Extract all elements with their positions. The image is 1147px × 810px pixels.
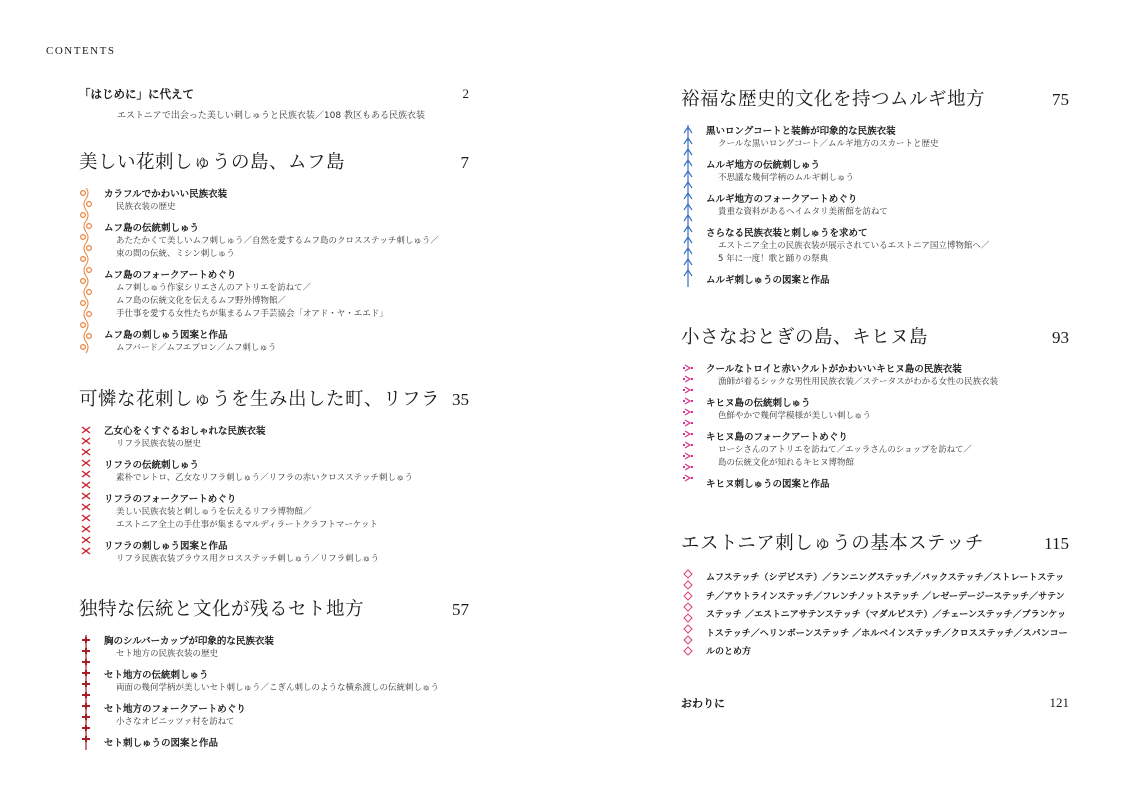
section-subtitle: ムフ刺しゅう作家シリエさんのアトリエを訪ねて／ <box>116 283 311 293</box>
outro-entry <box>681 695 1069 711</box>
section-title: ムルギ刺しゅうの図案と作品 <box>706 275 830 286</box>
cross-stitch-border-ornament <box>79 635 93 750</box>
stitch-list: ムフステッチ（シデピステ）／ランニングステッチ／バックステッチ／ストレートステッチ／アウトラインステッチ／フレンチノットステッチ ／レゼーデージーステッチ／サテンステッチ ／エストニアサテンステッチ（マダルピステ）／チェーンステッチ／ブランケットステッチ／ヘリンボーンステッチ ／ホルベインステッチ／クロスステッチ／スパンコールのとめ方 <box>706 573 1068 657</box>
section-subtitle: ムフバード／ムフエプロン／ムフ刺しゅう <box>116 343 277 353</box>
section-subtitle: 島の伝統文化が知れるキヒヌ博物館 <box>718 458 855 468</box>
section-list <box>104 635 469 750</box>
section-title: リフラの刺しゅう図案と作品 <box>104 541 228 552</box>
section-list <box>104 425 469 566</box>
section-subtitle: 束の間の伝統、ミシン刺しゅう <box>116 249 235 259</box>
section-title: 乙女心をくすぐるおしゃれな民族衣装 <box>104 426 266 437</box>
section-title: さらなる民族衣装と刺しゅうを求めて <box>706 228 868 239</box>
section-entry <box>104 737 469 750</box>
chapter-rifra <box>79 385 469 574</box>
section-title: ムルギ地方のフォークアートめぐり <box>706 194 858 205</box>
section-entry <box>104 459 469 485</box>
chapter-mulgi <box>681 85 1069 295</box>
section-entry <box>104 669 469 695</box>
pink-pattern-border-ornament <box>681 363 695 491</box>
section-entry <box>706 431 1069 470</box>
section-subtitle: エストニア全土の民族衣装が展示されているエストニア国立博物館へ／ <box>718 241 990 251</box>
section-subtitle: 素朴でレトロ、乙女なリフラ刺しゅう／リフラの赤いクロスステッチ刺しゅう <box>116 473 413 483</box>
section-title: ムフ島の伝統刺しゅう <box>104 223 200 234</box>
chapter-title: 独特な伝統と文化が残るセト地方 <box>79 599 365 620</box>
chapter-page: 35 <box>452 390 469 409</box>
section-entry <box>706 227 1069 266</box>
section-title: リフラのフォークアートめぐり <box>104 494 237 505</box>
section-entry <box>706 478 1069 491</box>
section-entry <box>104 493 469 532</box>
chapter-page: 93 <box>1052 328 1069 347</box>
chapter-seto <box>79 595 469 758</box>
section-entry <box>104 222 469 261</box>
section-title: ムルギ地方の伝統刺しゅう <box>706 160 821 171</box>
chapter-title: 美しい花刺しゅうの島、ムフ島 <box>79 152 346 173</box>
chapter-page: 75 <box>1052 90 1069 109</box>
contents-heading: CONTENTS <box>46 45 116 57</box>
section-subtitle: 貴重な資料があるヘイムタリ美術館を訪ねて <box>718 207 888 217</box>
section-entry <box>104 540 469 566</box>
section-subtitle: 不思議な幾何学柄のムルギ刺しゅう <box>718 173 855 183</box>
section-list <box>706 363 1069 491</box>
section-subtitle: ムフ島の伝統文化を伝えるムフ野外博物館／ <box>116 296 287 306</box>
section-subtitle: 美しい民族衣装と刺しゅうを伝えるリフラ博物館／ <box>116 507 312 517</box>
chapter-page: 57 <box>452 600 469 619</box>
section-entry <box>706 193 1069 219</box>
section-subtitle: 両面の幾何学柄が美しいセト刺しゅう／こぎん刺しのような横糸渡しの伝統刺しゅう <box>116 683 440 693</box>
section-entry <box>706 125 1069 151</box>
section-title: 黒いロングコートと装飾が印象的な民族衣装 <box>706 126 896 137</box>
section-subtitle: ローシさんのアトリエを訪ねて／エッラさんのショップを訪ねて／ <box>718 445 972 455</box>
chapter-title: 小さなおとぎの島、キヒヌ島 <box>681 327 929 348</box>
chapter-title: 可憐な花刺しゅうを生み出した町、リフラ <box>79 389 441 410</box>
section-title: リフラの伝統刺しゅう <box>104 460 200 471</box>
intro-page: 2 <box>462 86 469 101</box>
intro-subtitle: エストニアで出会った美しい刺しゅうと民族衣装／108 教区もある民族衣装 <box>117 111 425 121</box>
section-subtitle: エストニア全土の手仕事が集まるマルディラートクラフトマーケット <box>116 520 378 530</box>
orange-floral-border-ornament <box>79 188 93 355</box>
diamond-border-ornament <box>681 569 695 662</box>
section-subtitle: 手仕事を愛する女性たちが集まるムフ手芸協会「オアド・ヤ・エエド」 <box>116 309 388 319</box>
chapter-basic-stitches <box>681 529 1069 662</box>
section-subtitle: クールな黒いロングコート／ムルギ地方のスカートと歴史 <box>718 139 939 149</box>
section-entry <box>104 329 469 355</box>
chapter-kihnu <box>681 323 1069 499</box>
section-title: クールなトロイと赤いクルトがかわいいキヒヌ島の民族衣装 <box>706 364 962 375</box>
section-title: ムフ島のフォークアートめぐり <box>104 270 237 281</box>
red-floral-border-ornament <box>79 425 93 566</box>
section-title: キヒヌ島のフォークアートめぐり <box>706 432 848 443</box>
section-entry <box>706 363 1069 389</box>
intro-title: 「はじめに」に代えて <box>79 87 194 101</box>
section-subtitle: リフラ民族衣装ブラウス用クロスステッチ刺しゅう／リフラ刺しゅう <box>116 554 380 564</box>
section-list <box>706 125 1069 287</box>
section-title: ムフ島の刺しゅう図案と作品 <box>104 330 228 341</box>
section-entry <box>104 703 469 729</box>
section-subtitle: 民族衣装の歴史 <box>116 202 176 212</box>
section-title: キヒヌ島の伝統刺しゅう <box>706 398 811 409</box>
blue-geometric-border-ornament <box>681 125 695 287</box>
section-subtitle: 小さなオビニッツァ村を訪ねて <box>116 717 235 727</box>
chapter-page: 115 <box>1044 534 1069 553</box>
section-title: カラフルでかわいい民族衣装 <box>104 189 228 200</box>
section-subtitle: 5 年に一度！歌と踊りの祭典 <box>718 254 829 264</box>
chapter-muhu <box>79 148 469 363</box>
section-entry <box>706 274 1069 287</box>
section-title: セト地方のフォークアートめぐり <box>104 704 246 715</box>
section-title: セト地方の伝統刺しゅう <box>104 670 209 681</box>
section-subtitle: あたたかくて美しいムフ刺しゅう／自然を愛するムフ島のクロスステッチ刺しゅう／ <box>116 236 439 246</box>
section-subtitle: 色鮮やかで幾何学模様が美しい刺しゅう <box>718 411 872 421</box>
section-entry <box>706 397 1069 423</box>
section-title: キヒヌ刺しゅうの図案と作品 <box>706 479 830 490</box>
chapter-page: 7 <box>460 153 469 172</box>
section-entry <box>104 188 469 214</box>
section-entry <box>706 159 1069 185</box>
chapter-title: 裕福な歴史的文化を持つムルギ地方 <box>681 89 986 110</box>
section-entry <box>104 269 469 321</box>
intro-entry <box>79 86 469 121</box>
section-title: セト刺しゅうの図案と作品 <box>104 738 219 749</box>
outro-title: おわりに <box>681 697 725 710</box>
section-subtitle: セト地方の民族衣装の歴史 <box>116 649 219 659</box>
section-subtitle: 漁師が着るシックな男性用民族衣装／ステータスがわかる女性の民族衣装 <box>718 377 999 387</box>
section-subtitle: リフラ民族衣装の歴史 <box>116 439 202 449</box>
chapter-title: エストニア刺しゅうの基本ステッチ <box>681 533 984 554</box>
section-title: 胸のシルバーカップが印象的な民族衣装 <box>104 636 274 647</box>
section-entry <box>104 635 469 661</box>
section-list <box>104 188 469 355</box>
outro-page: 121 <box>1049 695 1069 710</box>
section-entry <box>104 425 469 451</box>
